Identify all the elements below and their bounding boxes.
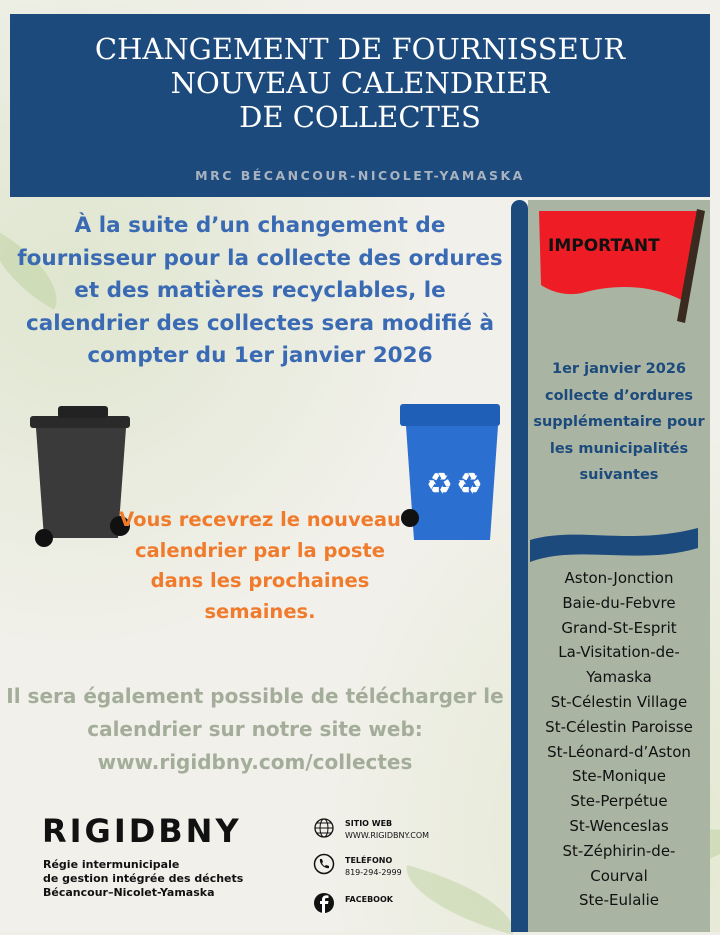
recycling-bin-icon (398, 402, 504, 548)
wave-banner (528, 526, 703, 564)
title-line: CHANGEMENT DE FOURNISSEUR (94, 32, 626, 66)
municipality-item: St-Célestin Paroisse (545, 717, 693, 736)
municipality-item: Grand-St-Esprit (561, 618, 677, 637)
org-line: Bécancour–Nicolet-Yamaska (43, 886, 215, 899)
phone-icon (313, 853, 335, 875)
rigidbny-logo: RIGIDBNY (42, 812, 242, 850)
org-line: de gestion intégrée des déchets (43, 872, 244, 885)
red-flag-icon (537, 205, 707, 325)
facebook-icon[interactable] (313, 892, 335, 914)
website-link[interactable]: WWW.RIGIDBNY.COM (345, 831, 430, 840)
notice-text: Vous recevrez le nouveau calendrier par la poste dans les prochaines semaines. (119, 508, 401, 623)
subtitle: MRC BÉCANCOUR-NICOLET-YAMASKA (195, 168, 525, 183)
municipality-item: Ste-Perpétue (570, 792, 668, 811)
municipality-list (528, 566, 710, 913)
organization-name (43, 858, 243, 900)
phone-label: TELÉFONO (345, 856, 393, 865)
important-label: IMPORTANT (548, 236, 660, 256)
svg-text:♻: ♻ (426, 467, 453, 502)
municipality-item: St-Célestin Village (550, 692, 688, 711)
facebook-contact[interactable] (345, 894, 393, 906)
phone-number[interactable]: 819-294-2999 (345, 868, 402, 877)
title-line: NOUVEAU CALENDRIER (170, 66, 550, 100)
municipality-item: Ste-Eulalie (579, 891, 659, 910)
municipality-item: St-Wenceslas (569, 816, 669, 835)
municipality-item: Aston-Jonction (564, 569, 674, 587)
website-contact[interactable] (345, 818, 429, 842)
panel-pole (511, 200, 528, 932)
website-label: SITIO WEB (345, 819, 393, 828)
header-banner (10, 14, 710, 197)
globe-icon (313, 817, 335, 839)
municipality-item: La-Visitation-de-Yamaska (558, 643, 680, 687)
municipality-item: St-Léonard-d’Aston (547, 742, 691, 761)
municipality-item: Baie-du-Febvre (562, 593, 676, 612)
org-line: Régie intermunicipale (43, 858, 180, 871)
facebook-label[interactable]: FACEBOOK (345, 895, 393, 904)
municipality-item: St-Zéphirin-de-Courval (562, 841, 676, 885)
municipality-item: Ste-Monique (571, 767, 667, 786)
download-text: Il sera également possible de télécharger le calendrier sur notre site web: www.rigidbny.com/collectes (6, 684, 504, 774)
svg-text:♻: ♻ (456, 467, 483, 502)
phone-contact[interactable] (345, 855, 402, 879)
intro-text: À la suite d’un changement de fournisseur pour la collecte des ordures et des matières recyclables, le calendrier des collectes sera modifié à compter du 1er janvier 2026 (17, 213, 503, 368)
title-line: DE COLLECTES (239, 100, 481, 134)
important-text: 1er janvier 2026 collecte d’ordures supplémentaire pour les municipalités suivantes (533, 361, 705, 483)
